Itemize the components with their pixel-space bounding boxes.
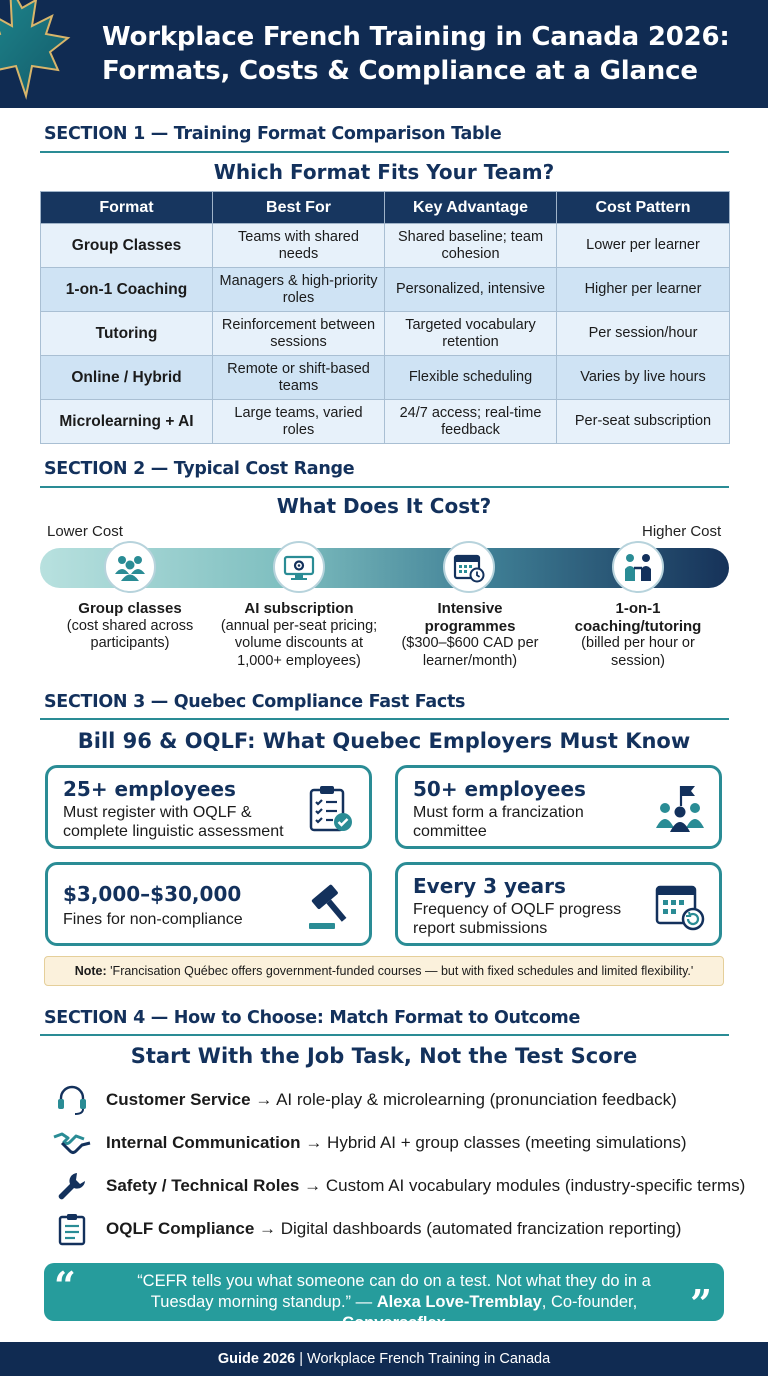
note-text: 'Francisation Québec offers government-funded courses — but with fixed schedules and limited flexibility.' — [110, 964, 694, 978]
group-icon — [104, 541, 156, 593]
table-cell: Personalized, intensive — [385, 268, 557, 312]
table-row — [41, 312, 730, 356]
choose-item-safety-technical — [50, 1169, 750, 1203]
table-cell: Online / Hybrid — [41, 356, 213, 400]
quote-text — [104, 1271, 684, 1334]
section4-heading: SECTION 4 — How to Choose: Match Format to Outcome — [44, 1008, 581, 1028]
lower-cost-label: Lower Cost — [47, 523, 123, 540]
table-cell: Teams with shared needs — [213, 224, 385, 268]
note-banner — [44, 956, 724, 986]
compliance-card-50-employees — [395, 765, 722, 849]
choose-item-text: → AI role-play & microlearning (pronunciation feedback) — [255, 1090, 677, 1109]
headset-icon — [50, 1083, 94, 1117]
table-cell: Flexible scheduling — [385, 356, 557, 400]
cost-item-title: 1-on-1 coaching/tutoring — [574, 600, 702, 635]
choose-item-text: → Digital dashboards (automated francization reporting) — [259, 1219, 682, 1238]
compliance-card-every-3-years — [395, 862, 722, 946]
section1-subheading: Which Format Fits Your Team? — [213, 160, 555, 184]
quote-author: Alexa Love-Tremblay — [376, 1293, 542, 1311]
title-line-1: Workplace French Training in Canada 2026: — [102, 22, 730, 52]
table-cell: Per session/hour — [557, 312, 730, 356]
cost-item-desc: (annual per-seat pricing; volume discounts at 1,000+ employees) — [220, 617, 378, 669]
table-cell: Large teams, varied roles — [213, 400, 385, 444]
table-row — [41, 400, 730, 444]
clipboard-check-icon — [303, 782, 357, 836]
section1-divider — [40, 151, 729, 153]
choose-item-customer-service — [50, 1083, 750, 1117]
note-label: Note: — [74, 964, 107, 978]
gavel-icon — [303, 879, 357, 933]
column-header: Best For — [213, 192, 385, 224]
column-header: Cost Pattern — [557, 192, 730, 224]
choose-item-text: → Hybrid AI + group classes (meeting simulations) — [305, 1133, 687, 1152]
choose-item-label: Internal Communication — [106, 1133, 301, 1152]
wrench-icon — [50, 1169, 94, 1203]
card-title: Every 3 years — [413, 874, 566, 898]
choose-item-text: → Custom AI vocabulary modules (industry-specific terms) — [304, 1176, 746, 1195]
footer-bold: Guide 2026 — [217, 1351, 296, 1367]
cost-item-desc: (cost shared across participants) — [66, 617, 194, 651]
handshake-icon — [50, 1126, 94, 1160]
section2-subheading: What Does It Cost? — [276, 494, 492, 518]
footer-text: | Workplace French Training in Canada — [295, 1351, 551, 1367]
card-desc: Must form a francization committee — [413, 804, 584, 840]
table-cell: Shared baseline; team cohesion — [385, 224, 557, 268]
section4-subheading: Start With the Job Task, Not the Test Score — [130, 1044, 638, 1068]
compliance-card-25-employees — [45, 765, 372, 849]
quote-body: “CEFR tells you what someone can do on a test. Not what they do in a Tuesday morning standup.” — — [137, 1272, 651, 1311]
table-cell: Varies by live hours — [557, 356, 730, 400]
column-header: Key Advantage — [385, 192, 557, 224]
table-cell: Targeted vocabulary retention — [385, 312, 557, 356]
table-row — [41, 356, 730, 400]
table-cell: Higher per learner — [557, 268, 730, 312]
higher-cost-label: Higher Cost — [642, 523, 722, 540]
two-people-icon — [612, 541, 664, 593]
choose-item-label: Customer Service — [106, 1090, 251, 1109]
card-desc: Fines for non-compliance — [63, 911, 243, 928]
column-header: Format — [41, 192, 213, 224]
quote-role: , Co-founder, — [541, 1293, 638, 1311]
card-title: 25+ employees — [63, 777, 236, 801]
table-cell: 1-on-1 Coaching — [41, 268, 213, 312]
table-header-row — [41, 192, 730, 224]
team-flag-icon — [653, 782, 707, 836]
table-cell: 24/7 access; real-time feedback — [385, 400, 557, 444]
open-quote-icon: “ — [54, 1263, 76, 1308]
section2-heading: SECTION 2 — Typical Cost Range — [44, 459, 355, 479]
format-comparison-table — [40, 191, 730, 444]
section2-divider — [40, 486, 729, 488]
card-title: $3,000–$30,000 — [63, 882, 242, 906]
close-quote-icon: ” — [690, 1281, 712, 1326]
table-cell: Tutoring — [41, 312, 213, 356]
cost-item-desc: (billed per hour or session) — [581, 635, 695, 669]
section3-heading: SECTION 3 — Quebec Compliance Fast Facts — [44, 692, 466, 712]
table-row — [41, 224, 730, 268]
cost-item-group-classes — [45, 600, 215, 653]
clipboard-list-icon — [50, 1212, 94, 1246]
choose-item-label: OQLF Compliance — [106, 1219, 255, 1238]
cost-item-intensive-programmes — [384, 600, 556, 670]
maple-leaf-icon — [0, 0, 90, 106]
header-banner — [0, 0, 768, 108]
cost-item-coaching-tutoring — [553, 600, 723, 670]
table-row — [41, 268, 730, 312]
table-cell: Reinforcement between sessions — [213, 312, 385, 356]
quote-company: Conversaflex — [342, 1314, 446, 1332]
section3-divider — [40, 718, 729, 720]
section3-subheading: Bill 96 & OQLF: What Quebec Employers Must Know — [77, 729, 691, 753]
cost-item-ai-subscription — [214, 600, 384, 670]
card-desc: Frequency of OQLF progress report submissions — [413, 901, 622, 937]
section4-divider — [40, 1034, 729, 1036]
page-title — [102, 20, 752, 88]
title-line-2: Formats, Costs & Compliance at a Glance — [102, 56, 698, 86]
quote-box — [44, 1263, 724, 1332]
cost-item-title: Group classes — [78, 600, 182, 617]
choose-item-internal-communication — [50, 1126, 750, 1160]
compliance-card-fines — [45, 862, 372, 946]
footer — [0, 1342, 768, 1376]
monitor-gear-icon — [273, 541, 325, 593]
choose-item-oqlf-compliance — [50, 1212, 750, 1246]
table-cell: Lower per learner — [557, 224, 730, 268]
table-cell: Per-seat subscription — [557, 400, 730, 444]
cost-item-desc: ($300–$600 CAD per learner/month) — [401, 635, 539, 669]
calendar-clock-icon — [443, 541, 495, 593]
table-cell: Microlearning + AI — [41, 400, 213, 444]
section1-heading: SECTION 1 — Training Format Comparison Table — [44, 124, 502, 144]
table-cell: Managers & high-priority roles — [213, 268, 385, 312]
card-title: 50+ employees — [413, 777, 586, 801]
card-desc: Must register with OQLF & complete linguistic assessment — [63, 804, 284, 840]
calendar-refresh-icon — [653, 879, 707, 933]
cost-item-title: Intensive programmes — [424, 600, 516, 635]
cost-item-title: AI subscription — [244, 600, 354, 617]
table-cell: Group Classes — [41, 224, 213, 268]
choose-item-label: Safety / Technical Roles — [106, 1176, 300, 1195]
table-cell: Remote or shift-based teams — [213, 356, 385, 400]
